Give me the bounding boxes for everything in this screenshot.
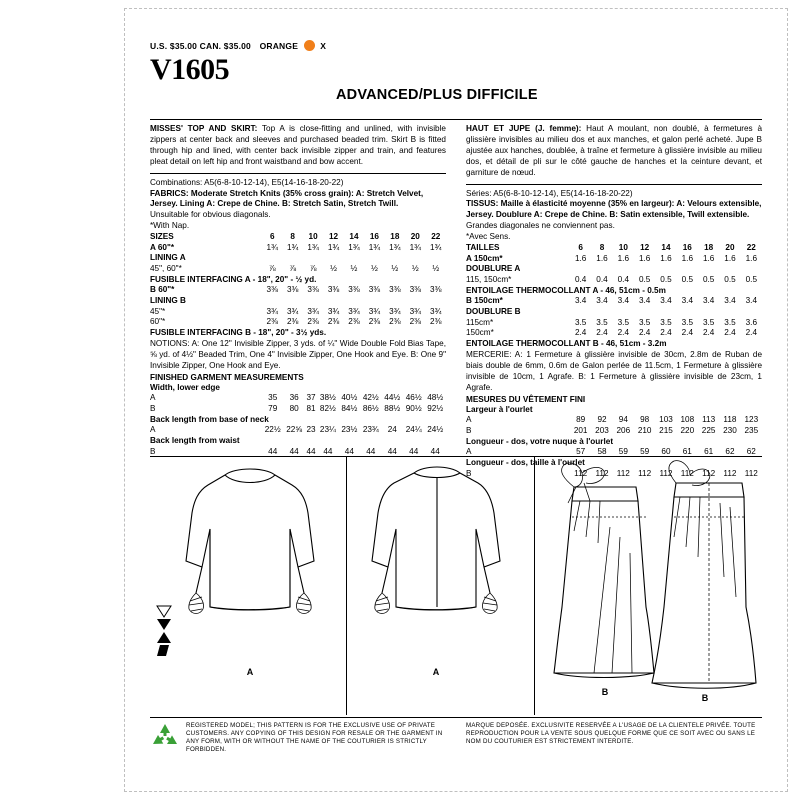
view-a-back-label: A: [432, 667, 440, 677]
table-row: A 60"* 1¾ 1¾ 1¾ 1¾ 1¾ 1¾ 1¾ 1¾ 1¾: [150, 242, 442, 252]
table-row: 60"* 2⅜ 2⅜ 2⅜ 2⅜ 2⅜ 2⅜ 2⅜ 2⅜ 2⅜: [150, 317, 442, 327]
price-text: U.S. $35.00 CAN. $35.00: [150, 41, 251, 51]
english-description: [150, 124, 446, 168]
french-description: [466, 124, 762, 179]
english-nap: *With Nap.: [150, 221, 190, 231]
top-a-back-drawing: [366, 457, 506, 667]
english-fgm-title: FINISHED GARMENT MEASUREMENTS: [150, 372, 304, 382]
english-combinations: Combinations: A5(6-8-10-12-14), E5(14-16-18-20-22): [150, 177, 344, 187]
table-row: B 60"* 3⅜ 3⅜ 3⅜ 3⅜ 3⅜ 3⅜ 3⅜ 3⅜ 3⅜: [150, 285, 442, 295]
header-divider: [150, 119, 762, 120]
view-b-back-label: B: [701, 693, 709, 703]
english-column: [150, 124, 446, 457]
french-mvf-title: MESURES DU VÊTEMENT FINI: [466, 394, 586, 404]
table-row: 115, 150cm* 0.4 0.4 0.4 0.5 0.5 0.5 0.5 0.5 0.5: [466, 275, 757, 285]
table-row: B 201 203 206 210 215 220 225 230 235: [466, 425, 759, 435]
table-row: DOUBLURE B: [466, 307, 521, 316]
triangle-down-white-icon: [156, 605, 172, 618]
french-column: [466, 124, 762, 479]
table-row: A 57 58 59 59 60 61 61 62 62: [466, 447, 756, 457]
table-row: 45"* 3¾ 3¾ 3¾ 3¾ 3¾ 3¾ 3¾ 3¾ 3¾: [150, 306, 442, 316]
table-row: LINING A: [150, 253, 186, 263]
size-cell: 12: [328, 232, 339, 242]
french-divider-1: [466, 184, 762, 185]
price-and-color-line: [150, 40, 762, 51]
panel-divider-2: [534, 457, 535, 715]
view-a-front-label: A: [246, 667, 254, 677]
color-word: ORANGE: [259, 41, 299, 51]
difficulty-label: ADVANCED/PLUS DIFFICILE: [336, 87, 538, 103]
english-divider-1: [150, 173, 446, 174]
table-row: FUSIBLE INTERFACING A - 18", 20" - ½ yd.: [150, 274, 317, 284]
size-cell: 14: [349, 232, 359, 242]
table-row: B 150cm* 3.4 3.4 3.4 3.4 3.4 3.4 3.4 3.4 3.4: [466, 296, 757, 306]
size-cell: 16: [369, 232, 379, 242]
footer-english-text: REGISTERED MODEL; THIS PATTERN IS FOR THE EXCLUSIVE USE OF PRIVATE CUSTOMERS. ANY COPYING OF THIS DESIGN FOR RESALE OR THE GARMENT IN ANY FORM, WITH OR WITHOUT THE NAME OF THE COUTURIER IS STRICTLY FORBIDDEN.: [186, 722, 443, 754]
size-cell: 18: [390, 232, 400, 242]
french-description-text: Haut A moulant, non doublé, à fermetures à glissière invisibles au milieu dos et aux manches, et galon perlé acheté. Jupe B ajustée aux hanches, doublée, à traîne et fermeture à glissière invisible au milieu dos, et détail de pli sur le côté gauche de hanches et la ceinture devant, et garniture de nœud.: [466, 124, 763, 177]
panel-divider-1: [346, 457, 347, 715]
french-yardage-table: [466, 243, 762, 339]
french-nap: *Avec Sens.: [466, 232, 511, 242]
line-drawings-panel: [150, 456, 762, 718]
size-cell: 10: [308, 232, 318, 242]
table-row: Back length from base of neck: [150, 414, 269, 424]
table-row: DOUBLURE A: [466, 264, 521, 274]
english-fusible-b: FUSIBLE INTERFACING B - 18", 20" - 3½ yds.: [150, 328, 327, 338]
table-row: B 112 112 112 112 112 112 112 112 112: [466, 468, 758, 478]
table-row: A 35 36 37 38½ 40½ 42½ 44½ 46½ 48½: [150, 393, 444, 403]
english-title: MISSES' TOP AND SKIRT:: [150, 124, 258, 133]
english-fgm-table: [150, 383, 446, 458]
table-row: LINING B: [150, 296, 186, 306]
table-row: A 89 92 94 98 103 108 113 118 123: [466, 415, 759, 425]
size-cell: 8: [290, 232, 295, 242]
english-fabrics: FABRICS: Moderate Stretch Knits (35% cross grain): A: Stretch Velvet, Jersey. Lining A: Crepe de Chine. B: Stretch Satin, Stretch Twill.: [150, 188, 424, 209]
table-row: A 150cm* 1.6 1.6 1.6 1.6 1.6 1.6 1.6 1.6 1.6: [466, 253, 757, 263]
recycle-icon: [150, 722, 180, 750]
fabric-key-symbols: [156, 605, 176, 657]
french-entoilage-b: ENTOILAGE THERMOCOLLANT B - 46, 51cm - 3.2m: [466, 338, 667, 348]
sizes-label: SIZES: [150, 232, 174, 242]
skirt-b-back-drawing: [650, 457, 760, 693]
sizes-label-fr: TAILLES: [466, 243, 500, 253]
table-row: ENTOILAGE THERMOCOLLANT A - 46, 51cm - 0.5m: [466, 285, 666, 295]
skirt-b-front-drawing: [550, 457, 660, 687]
size-cell: 6: [269, 232, 275, 242]
table-row: Longueur - dos, votre nuque à l'ourlet: [466, 436, 614, 446]
view-a-front: [180, 457, 320, 715]
table-row: 150cm* 2.4 2.4 2.4 2.4 2.4 2.4 2.4 2.4 2.4: [466, 328, 757, 338]
view-b-front: [550, 457, 660, 715]
color-letter: X: [320, 41, 327, 51]
english-description-text: Top A is close-fitting and unlined, with invisible zippers at center back and sleeves and purchased beaded trim. Skirt B is fitted through hip and lined, with center back invisible zipper and train, and features pleat detail on left hip and front waistband and bow accent.: [150, 124, 446, 166]
size-cell: 20: [410, 232, 420, 242]
pattern-number: V1605: [150, 53, 230, 86]
table-row: 45", 60"* ⅞ ⅞ ⅞ ½ ½ ½ ½ ½ ½: [150, 264, 440, 274]
table-row: Width, lower edge: [150, 382, 220, 392]
french-unsuitable: Grandes diagonales ne conviennent pas.: [466, 221, 615, 231]
french-title: HAUT ET JUPE (J. femme):: [466, 124, 582, 133]
table-row: B 79 80 81 82½ 84½ 86½ 88½ 90½ 92½: [150, 404, 444, 414]
page-content: [150, 40, 762, 764]
table-row: 115cm* 3.5 3.5 3.5 3.5 3.5 3.5 3.5 3.5 3.6: [466, 317, 757, 327]
triangle-down-black-icon: [156, 618, 172, 631]
english-notions: NOTIONS: A: One 12" Invisible Zipper, 3 yds. of ¼" Wide Double Fold Bias Tape, ⅝ yd. of 4½" Beaded Trim, One 4" Invisible Zipper, One Hook and Eye. B: One 9" Invisible Zipper, One Hook and Eye.: [150, 338, 446, 370]
parallelogram-black-icon: [156, 644, 172, 657]
triangle-up-black-icon: [156, 631, 172, 644]
size-cell: 22: [431, 232, 441, 242]
view-b-front-label: B: [601, 687, 609, 697]
orange-color-dot: [304, 40, 315, 51]
top-a-front-drawing: [180, 457, 320, 667]
french-series: Séries: A5(6-8-10-12-14), E5(14-16-18-20-22): [466, 188, 633, 198]
table-row: Largeur à l'ourlet: [466, 404, 533, 414]
french-tissus: TISSUS: Maille à élasticité moyenne (35% en largeur): A: Velours extensible, Jersey. Doublure A: Crepe de Chine. B: Satin extensible, Twill extensible.: [466, 199, 762, 220]
view-a-back: [366, 457, 506, 715]
english-unsuitable: Unsuitable for obvious diagonals.: [150, 210, 271, 220]
table-row-sizes: [150, 232, 446, 243]
view-b-back: [650, 457, 760, 715]
footer-french-text: MARQUE DEPOSÉE. EXCLUSIVITE RESERVÉE A L'USAGE DE LA CLIENTELE PRIVÉE. TOUTE REPRODUCTION POUR LA VENTE SOUS QUELQUE FORME QUE CE SOIT AVEC OU SANS LE NOM DU COUTURIER EST STRICTEMENT INTERDITE.: [466, 722, 756, 746]
table-row: Longueur - dos, taille à l'ourlet: [466, 457, 585, 467]
table-row: Back length from waist: [150, 436, 240, 446]
english-yardage-table: [150, 232, 446, 328]
table-row-sizes: TAILLES 6 8 10 12 14 16 18 20 22: [466, 243, 756, 253]
french-mercerie: MERCERIE: A: 1 Fermeture à glissière invisible de 30cm, 2.8m de Ruban de biais double de 6mm, 0.6m de Galon perlée de 11.5cm, 1 Fermeture à glissière invisible de 10cm, 1 Agrafe. B: 1 Fermeture à glissière invisible de 23cm, 1 Agrafe.: [466, 349, 762, 392]
table-row: A 22½ 22⅝ 23 23¼ 23½ 23¾ 24 24¼ 24½: [150, 425, 444, 435]
table-row: B 44 44 44 44 44 44 44 44 44: [150, 446, 440, 456]
